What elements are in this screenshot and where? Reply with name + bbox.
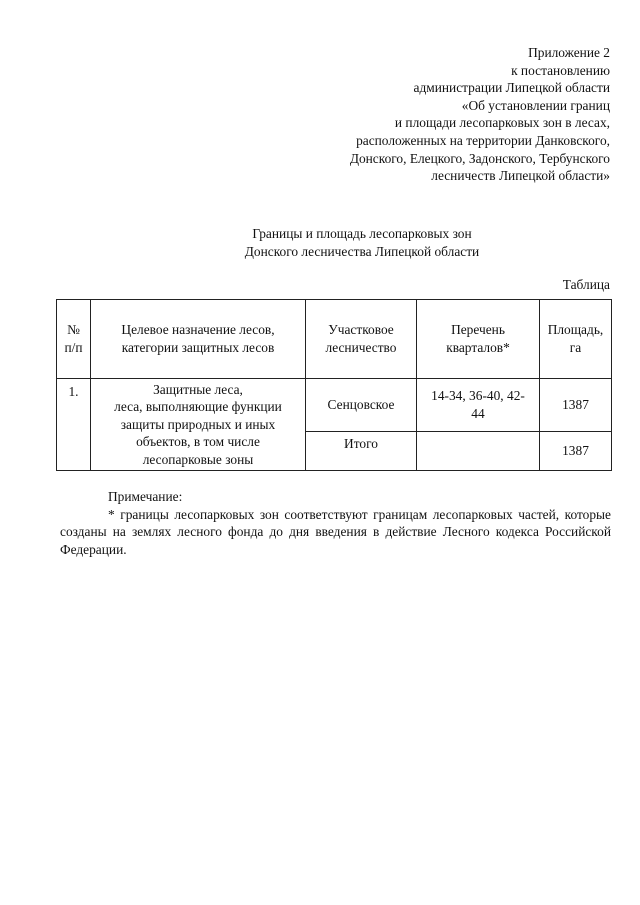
row-number: 1. [57,379,91,471]
header-forestry [306,300,417,379]
header-area-line: Площадь, [547,322,604,338]
row-area: 1387 [540,379,612,432]
row-purpose [91,379,306,471]
document-title [0,225,640,260]
appendix-line: лесничеств Липецкой области» [431,168,610,184]
appendix-header [350,44,610,185]
row-purpose-line: лесопарковые зоны [142,451,254,467]
table-caption: Таблица [562,277,610,292]
row-forestry: Сенцовское [306,379,417,432]
header-number [57,300,91,379]
row-purpose-line: Защитные леса, [153,381,243,397]
table-header-row [57,300,612,379]
header-quarters-line: кварталов* [446,340,510,355]
note-title: Примечание: [108,489,183,504]
appendix-line: расположенных на территории Данковского, [356,132,610,148]
row-quarters-line: 14-34, 36-40, 42- [431,388,525,404]
total-area: 1387 [540,432,612,471]
row-purpose-line: объектов, в том числе [136,434,260,450]
title-line-2: Донского лесничества Липецкой области [244,243,480,259]
appendix-line: Приложение 2 [528,45,610,60]
note-text: * границы лесопарковых зон соответствуют границам лесопарковых частей, которые созданы на землях лесного фонда до дня введения в действие Лесного кодекса Российской Федерации. [60,506,611,557]
header-area-line: га [569,340,582,355]
header-number-line: № [67,322,80,338]
appendix-line: к постановлению [511,62,610,78]
total-label: Итого [306,432,417,471]
header-area [540,300,612,379]
appendix-line: «Об установлении границ [461,97,610,113]
forest-zones-table [56,299,612,471]
header-quarters [417,300,540,379]
header-forestry-line: лесничество [325,340,397,355]
header-purpose [91,300,306,379]
table-row [57,379,612,432]
header-purpose-line: Целевое назначение лесов, [121,322,275,338]
note-section [60,488,611,558]
header-number-line: п/п [64,340,83,355]
appendix-line: Донского, Елецкого, Задонского, Тербунского [349,150,610,166]
row-purpose-line: леса, выполняющие функции [114,399,282,415]
total-quarters [417,432,540,471]
row-quarters-line: 44 [471,406,485,421]
header-quarters-line: Перечень [451,322,505,338]
appendix-line: администрации Липецкой области [413,80,610,96]
title-line-1: Границы и площадь лесопарковых зон [252,226,472,241]
row-quarters [417,379,540,432]
header-forestry-line: Участковое [328,322,394,338]
header-purpose-line: категории защитных лесов [121,340,275,355]
appendix-line: и площади лесопарковых зон в лесах, [394,115,610,131]
row-purpose-line: защиты природных и иных [120,416,276,432]
